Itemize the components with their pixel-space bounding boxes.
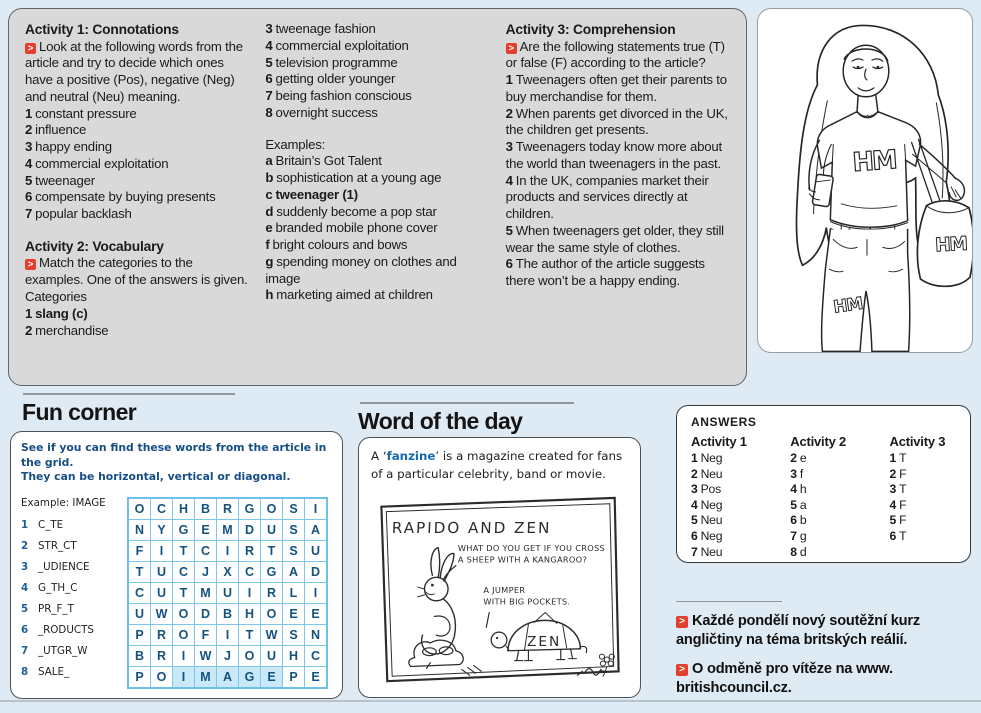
answer-item: 5 F	[889, 513, 907, 528]
arrow-icon: >	[676, 664, 688, 676]
grid-cell: D	[239, 519, 261, 540]
grid-cell: I	[217, 540, 239, 561]
grid-cell: U	[128, 603, 151, 624]
grid-cell: I	[217, 624, 239, 645]
text-line: Categories	[25, 288, 87, 304]
grid-cell: S	[283, 540, 305, 561]
activity-heading: Activity 2: Vocabulary	[25, 238, 164, 254]
turtle-shell-label: ZEN	[526, 634, 562, 651]
numbered-item: 1 constant pressure	[25, 105, 137, 121]
grid-cell: F	[128, 540, 151, 561]
bag-logo-text: HM	[934, 233, 968, 257]
grid-cell: F	[195, 624, 217, 645]
grid-cell: L	[283, 582, 305, 603]
text-line: Examples:	[265, 136, 326, 152]
grid-cell: H	[239, 603, 261, 624]
grid-cell: R	[151, 645, 173, 666]
grid-cell: I	[305, 582, 328, 603]
grid-cell: U	[217, 582, 239, 603]
grid-cell: J	[195, 561, 217, 582]
grid-cell: R	[239, 540, 261, 561]
activities-column-1	[25, 21, 249, 377]
grid-cell: S	[283, 624, 305, 645]
grid-cell: U	[261, 519, 283, 540]
answer-item: 6 Neg	[691, 528, 723, 543]
numbered-item: 6 compensate by buying presents	[25, 189, 216, 205]
grid-cell: O	[239, 645, 261, 666]
word-list-item: 5 PR_F_T	[21, 602, 74, 615]
shirt-logo-text: HM	[851, 145, 897, 179]
grid-cell: I	[173, 666, 195, 688]
grid-cell: P	[128, 666, 151, 688]
answer-item: 3 Pos	[691, 482, 721, 497]
cartoon-title: RAPIDO AND ZEN	[391, 519, 552, 538]
word-of-day-box	[358, 437, 641, 698]
grid-cell: T	[173, 582, 195, 603]
grid-cell: T	[239, 624, 261, 645]
grid-cell: R	[151, 624, 173, 645]
word-list-item: 4 G_TH_C	[21, 581, 78, 594]
activity-heading: Activity 3: Comprehension	[505, 22, 676, 37]
activity-instruction: > Match the categories to the examples. One of the answers is given.	[25, 255, 248, 288]
numbered-item: 3 tweenage fashion	[265, 21, 376, 36]
answer-item: 6 T	[889, 528, 907, 543]
grid-cell: M	[217, 519, 239, 540]
numbered-item: 1 Tweenagers often get their parents to buy merchandise for them.	[505, 72, 727, 104]
grid-cell: G	[239, 498, 261, 520]
grid-cell: C	[305, 645, 328, 666]
grid-cell: P	[128, 624, 151, 645]
cartoon-speech1-line2: A SHEEP WITH A KANGAROO?	[457, 554, 588, 565]
grid-cell: U	[261, 645, 283, 666]
spacer	[265, 122, 489, 137]
grid-cell: P	[283, 666, 305, 688]
numbered-item: 3 happy ending	[25, 139, 112, 155]
grid-cell: D	[195, 603, 217, 624]
bottom-rule	[0, 700, 981, 702]
grid-cell: B	[217, 603, 239, 624]
cartoon-speech2-line2: WITH BIG POCKETS.	[483, 597, 571, 608]
grid-cell: I	[239, 582, 261, 603]
grid-cell: G	[239, 666, 261, 688]
tweenager-illustration-panel	[757, 8, 973, 353]
grid-cell: J	[217, 645, 239, 666]
answers-activity-1	[691, 434, 790, 560]
word-of-day-definition: A ‘fanzine’ is a magazine created for fans of a particular celebrity, band or movie.	[371, 449, 623, 481]
numbered-item: e branded mobile phone cover	[265, 220, 438, 236]
answer-item: 5 Neu	[691, 513, 723, 528]
grid-cell: G	[173, 519, 195, 540]
grid-cell: S	[283, 519, 305, 540]
word-of-day-word: fanzine	[386, 449, 436, 463]
numbered-item: c tweenager (1)	[265, 186, 358, 202]
grid-cell: A	[305, 519, 328, 540]
grid-cell: E	[261, 666, 283, 688]
answers-column-title: Activity 1	[691, 434, 747, 449]
answer-item: 1 T	[889, 451, 907, 465]
grid-cell: C	[173, 561, 195, 582]
numbered-item: 8 overnight success	[265, 104, 378, 120]
grid-cell: N	[305, 624, 328, 645]
numbered-item: f bright colours and bows	[265, 237, 408, 253]
arrow-icon: >	[25, 259, 36, 270]
cartoon-speech1-line1: WHAT DO YOU GET IF YOU CROSS	[457, 543, 606, 554]
grid-cell: W	[151, 603, 173, 624]
grid-cell: C	[195, 540, 217, 561]
grid-cell: C	[239, 561, 261, 582]
answer-item: 7 Neu	[691, 544, 723, 559]
cartoon-speech2-line1: A JUMPER	[483, 585, 526, 596]
numbered-item: 7 popular backlash	[25, 206, 132, 222]
activities-column-2	[265, 21, 489, 377]
numbered-item: b sophistication at a young age	[265, 170, 442, 186]
grid-cell: U	[305, 540, 328, 561]
numbered-item: h marketing aimed at children	[265, 287, 433, 303]
tweenager-illustration	[758, 9, 972, 352]
rapido-and-zen-cartoon	[371, 491, 629, 689]
answer-item: 3 f	[790, 466, 804, 481]
grid-cell: N	[128, 519, 151, 540]
footer-note-1: > Každé pondělí nový soutěžní kurz angličtiny na téma britských reálií.	[676, 613, 920, 649]
grid-cell: C	[151, 498, 173, 520]
numbered-item: 5 tweenager	[25, 172, 95, 188]
answer-item: 7 g	[790, 528, 807, 543]
numbered-item: 2 When parents get divorced in the UK, the children get presents.	[505, 105, 728, 138]
activity-instruction: > Look at the following words from the article and try to decide which ones have a positive (Pos), negative (Neg) and neutral (Neu) meaning.	[25, 38, 243, 104]
numbered-item: 4 commercial exploitation	[265, 37, 409, 53]
grid-cell: W	[195, 645, 217, 666]
word-list-item: 7 _UTGR_W	[21, 644, 88, 657]
word-of-day-divider	[360, 402, 574, 404]
grid-cell: T	[261, 540, 283, 561]
word-search-grid	[127, 497, 328, 689]
answer-item: 4 F	[889, 497, 907, 512]
numbered-item: g spending money on clothes and image	[265, 253, 457, 286]
arrow-icon: >	[676, 616, 688, 628]
answers-activity-2	[790, 434, 889, 560]
grid-cell: E	[283, 603, 305, 624]
numbered-item: 5 television programme	[265, 54, 398, 70]
answers-column-title: Activity 2	[790, 434, 847, 449]
numbered-item: a Britain’s Got Talent	[265, 153, 382, 169]
word-list-item: 6 _RODUCTS	[21, 623, 94, 636]
word-search-box	[10, 431, 343, 699]
activities-panel	[8, 8, 747, 386]
numbered-item: 6 The author of the article suggests there won’t be a happy ending.	[505, 256, 705, 289]
grid-cell: E	[305, 603, 328, 624]
numbered-item: 1 slang (c)	[25, 305, 88, 321]
numbered-item: 5 When tweenagers get older, they still wear the same style of clothes.	[505, 222, 724, 255]
grid-cell: A	[217, 666, 239, 688]
answer-item: 4 h	[790, 482, 807, 497]
grid-cell: X	[217, 561, 239, 582]
grid-cell: W	[261, 624, 283, 645]
word-search-instructions: See if you can find these words from the article in the grid. They can be horizontal, vertical or diagonal.	[21, 441, 327, 484]
grid-cell: I	[151, 540, 173, 561]
grid-cell: M	[195, 666, 217, 688]
grid-cell: U	[151, 582, 173, 603]
grid-cell: H	[173, 498, 195, 520]
answers-activity-3	[890, 434, 957, 560]
answer-item: 5 a	[790, 497, 807, 512]
grid-cell: O	[128, 498, 151, 520]
grid-cell: I	[305, 498, 328, 520]
word-list	[21, 497, 127, 689]
grid-cell: G	[261, 561, 283, 582]
grid-cell: T	[173, 540, 195, 561]
grid-cell: R	[217, 498, 239, 520]
grid-cell: O	[173, 603, 195, 624]
grid-cell: E	[305, 666, 328, 688]
answers-header: ANSWERS	[691, 415, 757, 429]
numbered-item: d suddenly become a pop star	[265, 203, 437, 219]
answer-item: 8 d	[790, 544, 807, 559]
arrow-icon: >	[25, 43, 36, 54]
numbered-item: 3 Tweenagers today know more about the world than tweenagers in the past.	[505, 139, 722, 171]
footer-note-2: > O odměně pro vítěze na www. britishcouncil.cz.	[676, 661, 893, 697]
grid-cell: O	[261, 603, 283, 624]
numbered-item: 2 merchandise	[25, 322, 109, 338]
answer-item: 1 Neg	[691, 451, 723, 465]
grid-cell: E	[195, 519, 217, 540]
answer-item: 6 b	[790, 513, 807, 528]
numbered-item: 7 being fashion conscious	[265, 88, 412, 104]
grid-cell: A	[283, 561, 305, 582]
numbered-item: 2 influence	[25, 122, 87, 138]
spacer	[25, 223, 249, 238]
grid-cell: C	[128, 582, 151, 603]
word-list-item: 3 _UDIENCE	[21, 560, 90, 573]
grid-cell: O	[261, 498, 283, 520]
numbered-item: 4 In the UK, companies market their products and services directly at children.	[505, 172, 709, 222]
jeans-logo-text: HM	[832, 292, 864, 317]
grid-cell: M	[195, 582, 217, 603]
word-of-day-title: Word of the day	[358, 408, 523, 434]
fun-corner-divider	[23, 393, 235, 395]
grid-cell: I	[173, 645, 195, 666]
word-list-item: 8 SALE_	[21, 665, 70, 678]
word-list-item: 2 STR_CT	[21, 539, 77, 552]
arrow-icon: >	[506, 43, 517, 54]
footer-divider	[676, 601, 782, 602]
word-list-item: 1 C_TE	[21, 518, 64, 531]
grid-cell: B	[195, 498, 217, 520]
answer-item: 2 F	[889, 466, 907, 481]
answer-item: 3 T	[889, 482, 907, 497]
numbered-item: 6 getting older younger	[265, 71, 396, 87]
activities-column-3	[506, 21, 730, 377]
grid-cell: Y	[151, 519, 173, 540]
answer-item: 2 Neu	[691, 466, 723, 481]
word-list-example: Example: IMAGE	[21, 496, 106, 509]
activity-heading: Activity 1: Connotations	[25, 22, 179, 37]
grid-cell: B	[128, 645, 151, 666]
grid-cell: H	[283, 645, 305, 666]
grid-cell: S	[283, 498, 305, 520]
grid-cell: U	[151, 561, 173, 582]
grid-cell: O	[173, 624, 195, 645]
activity-instruction: > Are the following statements true (T) or false (F) according to the article?	[505, 38, 725, 71]
grid-cell: D	[305, 561, 328, 582]
grid-cell: O	[151, 666, 173, 688]
grid-cell: T	[128, 561, 151, 582]
numbered-item: 4 commercial exploitation	[25, 155, 169, 171]
answer-item: 2 e	[790, 451, 807, 465]
grid-cell: R	[261, 582, 283, 603]
answers-column-title: Activity 3	[889, 434, 946, 449]
answer-item: 4 Neg	[691, 497, 723, 512]
fun-corner-title: Fun corner	[22, 399, 137, 425]
answers-box	[676, 405, 971, 563]
